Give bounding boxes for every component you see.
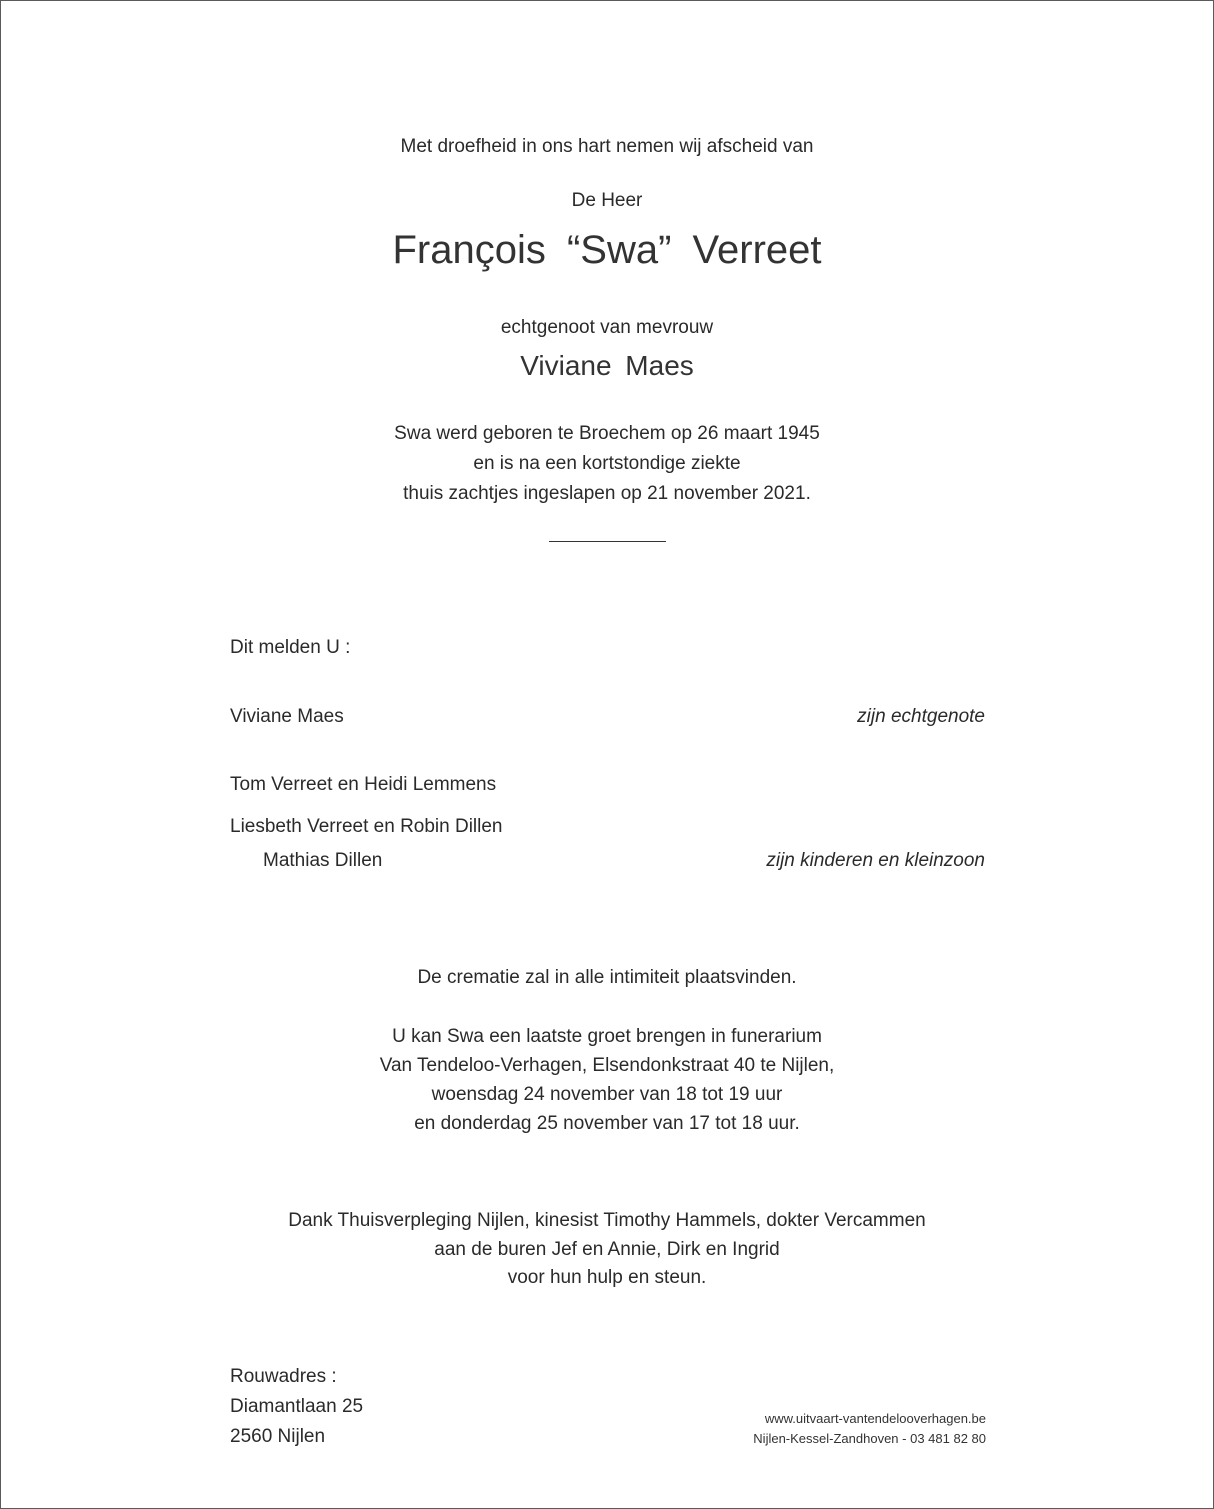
biography-line: en is na een kortstondige ziekte: [473, 453, 741, 474]
thanks-line: Dank Thuisverpleging Nijlen, kinesist Timothy Hammels, dokter Vercammen: [288, 1210, 926, 1231]
address-street: Diamantlaan 25: [230, 1396, 364, 1417]
thanks-text: [1, 1207, 1213, 1293]
biography-line: thuis zachtjes ingeslapen op 21 november 2021.: [403, 483, 811, 504]
visitation-line: en donderdag 25 november van 17 tot 18 uur.: [414, 1113, 800, 1134]
spouse-intro: echtgenoot van mevrouw: [500, 317, 714, 338]
thanks-line: voor hun hulp en steun.: [507, 1267, 707, 1288]
visitation-line: woensdag 24 november van 18 tot 19 uur: [431, 1084, 783, 1105]
divider-line: [549, 541, 666, 542]
spouse-entry-name: Viviane Maes: [230, 706, 344, 727]
child-entry: Tom Verreet en Heidi Lemmens: [230, 774, 497, 795]
visitation-line: U kan Swa een laatste groet brengen in funerarium: [392, 1026, 822, 1047]
spouse-name: Viviane Maes: [520, 350, 694, 381]
funeral-home-website[interactable]: www.uitvaart-vantendelooverhagen.be: [764, 1411, 986, 1426]
visitation-line: Van Tendeloo-Verhagen, Elsendonkstraat 40 te Nijlen,: [379, 1055, 835, 1076]
visitation-info: [1, 1022, 1213, 1138]
grandchild-entry: Mathias Dillen: [263, 850, 383, 871]
biography: [1, 419, 1213, 509]
deceased-name: François “Swa” Verreet: [392, 228, 822, 272]
spouse-entry-relation: zijn echtgenote: [857, 706, 985, 727]
mourning-address: [230, 1362, 363, 1452]
funeral-home-contact: Nijlen-Kessel-Zandhoven - 03 481 82 80: [753, 1431, 986, 1446]
intro-text: Met droefheid in ons hart nemen wij afscheid van: [400, 136, 814, 157]
announce-label: Dit melden U :: [230, 637, 351, 658]
children-relation: zijn kinderen en kleinzoon: [766, 850, 985, 871]
child-entry: Liesbeth Verreet en Robin Dillen: [230, 816, 503, 837]
honorific: De Heer: [571, 190, 643, 211]
cremation-text: De crematie zal in alle intimiteit plaatsvinden.: [417, 967, 797, 988]
thanks-line: aan de buren Jef en Annie, Dirk en Ingrid: [434, 1238, 780, 1260]
address-label: Rouwadres :: [230, 1366, 337, 1387]
address-city: 2560 Nijlen: [230, 1426, 326, 1447]
biography-line: Swa werd geboren te Broechem op 26 maart 1945: [394, 423, 820, 444]
